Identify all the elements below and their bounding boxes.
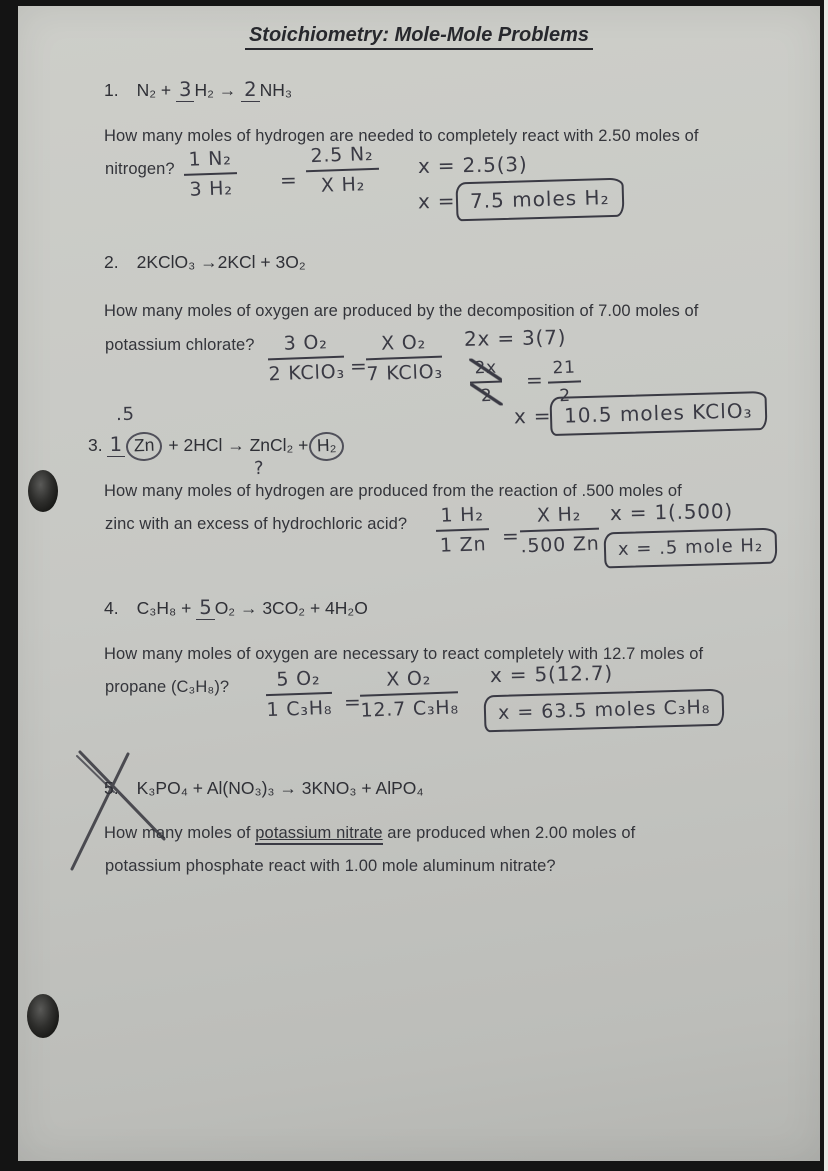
- punch-hole-icon: [28, 470, 58, 512]
- problem-3-formula: 1 Zn + 2HCl → ZnCl₂ + H₂: [107, 435, 346, 455]
- problem-1-equation: [104, 78, 292, 101]
- photo-edge-highlight: [824, 0, 828, 1171]
- problem-2-question-line-2: potassium chlorate?: [105, 336, 255, 354]
- problem-4-ratio-unknown: $\frac{\text{X O₂}}{\text{12.7 C₃H₈}}$: [360, 667, 460, 722]
- problem-3-ratio-known: $\frac{\text{1 H₂}}{1 Zn}$: [435, 503, 490, 557]
- problem-2-answer-box: 10.5 moles KClO₃: [549, 391, 767, 436]
- problem-2-result-fraction: $\frac{21}{2}$: [547, 357, 582, 406]
- problem-2-question-line-1: How many moles of oxygen are produced by the decomposition of 7.00 moles of: [104, 302, 699, 320]
- problem-2-equals: =: [349, 353, 368, 379]
- problem-3-answer-box: x = .5 mole H₂: [604, 528, 778, 569]
- problem-3-annotation-below: ?: [253, 457, 265, 480]
- problem-1-answer-box: 7.5 moles H₂: [455, 178, 624, 222]
- page-title: Stoichiometry: Mole-Mole Problems: [18, 24, 820, 47]
- problem-2-equation: [104, 252, 306, 273]
- problem-2-number: 2.: [104, 252, 119, 272]
- problem-4-formula: C₃H₈ + 5 O₂ → 3CO₂ + 4H₂O: [136, 596, 368, 619]
- problem-2-work-step-1: 2x = 3(7): [463, 325, 567, 351]
- punch-hole-icon: [27, 994, 59, 1038]
- problem-1-ratio-known: $\frac{\text{1 N₂}}{\text{3 H₂}}$: [183, 147, 238, 201]
- problem-5-formula: K₃PO₄ + Al(NO₃)₃ → 3KNO₃ + AlPO₄: [136, 778, 424, 798]
- problem-4-equals: =: [343, 689, 362, 715]
- problem-3-number: 3.: [88, 435, 103, 455]
- problem-4-question-line-2: propane (C₃H₈)?: [105, 678, 230, 696]
- problem-5-question-line-1: How many moles of potassium nitrate are produced when 2.00 moles of: [104, 824, 635, 843]
- problem-4-number: 4.: [104, 598, 119, 618]
- problem-2-ratio-unknown: X O₂ 7 KClO₃: [366, 331, 444, 386]
- problem-1-work-step: x = 2.5(3): [417, 152, 528, 178]
- problem-5-number: 5.: [104, 778, 119, 798]
- problem-5-equation: [104, 778, 424, 799]
- problem-1-answer-prefix: x =: [417, 188, 456, 214]
- problem-2-cancel-fraction: $\frac{2x}{2}$: [469, 357, 503, 406]
- problem-3-equation: [88, 432, 346, 461]
- problem-1-question-line-1: How many moles of hydrogen are needed to completely react with 2.50 moles of: [104, 127, 699, 145]
- problem-1-question-line-2: nitrogen?: [105, 160, 175, 178]
- problem-4-question-line-1: How many moles of oxygen are necessary to react completely with 12.7 moles of: [104, 645, 704, 663]
- problem-2-formula: 2KClO₃ →2KCl + 3O₂: [136, 252, 306, 272]
- problem-2-ratio-known: 3 O₂ 2 KClO₃: [268, 331, 346, 386]
- problem-3-work-step: x = 1(.500): [609, 498, 734, 526]
- problem-4-answer-box: x = 63.5 moles C₃H₈: [484, 689, 725, 733]
- problem-2-step-2-equals: =: [525, 367, 544, 393]
- problem-1-formula: N₂ + 3 H₂ → 2 NH₃: [136, 78, 292, 101]
- problem-1-ratio-unknown: $\frac{\text{2.5 N₂}}{\text{X H₂}}$: [305, 143, 380, 198]
- problem-3-question-line-1: How many moles of hydrogen are produced from the reaction of .500 moles of: [104, 482, 682, 500]
- problem-4-ratio-known: $\frac{\text{5 O₂}}{\text{1 C₃H₈}}$: [266, 667, 333, 722]
- problem-1-equals: =: [279, 167, 298, 193]
- problem-4-work-step: x = 5(12.7): [489, 660, 614, 688]
- worksheet-page: [18, 6, 820, 1161]
- problem-4-equation: [104, 596, 368, 619]
- cross-out-mark-icon: [62, 744, 177, 874]
- problem-2-answer-prefix: x =: [513, 403, 552, 429]
- problem-1-number: 1.: [104, 80, 119, 100]
- problem-3-question-line-2: zinc with an excess of hydrochloric acid?: [105, 515, 408, 533]
- problem-3-annotation-above: .5: [115, 403, 135, 426]
- problem-5-question-line-2: potassium phosphate react with 1.00 mole aluminum nitrate?: [105, 857, 556, 875]
- problem-3-equals: =: [501, 523, 520, 549]
- problem-3-ratio-unknown: $\frac{\text{X H₂}}{.500 Zn}$: [520, 503, 600, 558]
